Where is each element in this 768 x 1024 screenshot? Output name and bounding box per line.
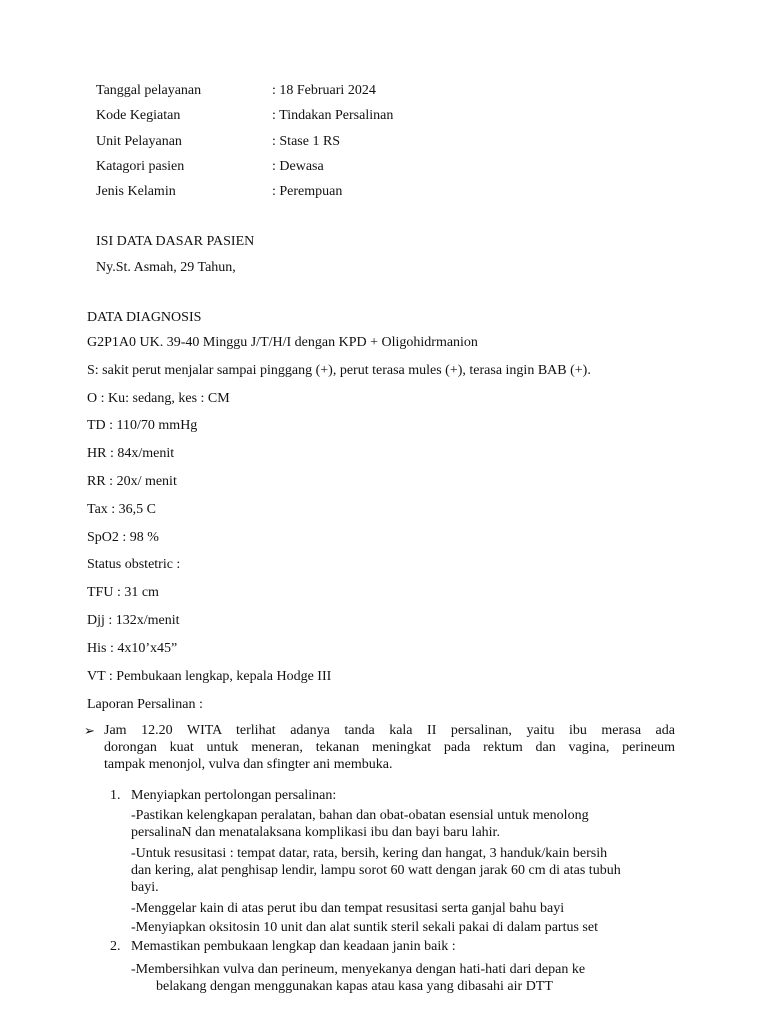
step-title: Menyiapkan pertolongan persalinan: — [131, 788, 337, 803]
meta-label: Tanggal pelayanan — [96, 83, 202, 98]
arrow-bullet-icon: ➢ — [84, 723, 95, 738]
diagnosis-line: TD : 110/70 mmHg — [87, 418, 198, 433]
step-item-line: -Menggelar kain di atas perut ibu dan tempat resusitasi serta ganjal bahu bayi — [131, 901, 565, 916]
meta-row-patient-category — [96, 159, 656, 177]
meta-value: : Perempuan — [272, 184, 343, 199]
diagnosis-line: Tax : 36,5 C — [87, 502, 157, 517]
step-item-line: -Membersihkan vulva dan perineum, menyekanya dengan hati-hati dari depan ke — [131, 962, 586, 977]
diagnosis-line: G2P1A0 UK. 39-40 Minggu J/T/H/I dengan KPD + Oligohidrmanion — [87, 335, 478, 350]
diagnosis-line: S: sakit perut menjalar sampai pinggang (+), perut terasa mules (+), terasa ingin BAB (+). — [87, 363, 591, 378]
diagnosis-line: O : Ku: sedang, kes : CM — [87, 391, 230, 406]
step-number: 2. — [110, 939, 121, 954]
diagnosis-line: VT : Pembukaan lengkap, kepala Hodge III — [87, 669, 332, 684]
step-item-line: belakang dengan menggunakan kapas atau kasa yang dibasahi air DTT — [156, 979, 553, 994]
meta-label: Katagori pasien — [96, 159, 185, 174]
report-intro-line: tampak menonjol, vulva dan sfingter ani membuka. — [104, 757, 393, 772]
step-item-line: -Untuk resusitasi : tempat datar, rata, bersih, kering dan hangat, 3 handuk/kain bersih — [131, 846, 608, 861]
diagnosis-line: RR : 20x/ menit — [87, 474, 177, 489]
diagnosis-line: SpO2 : 98 % — [87, 530, 159, 545]
diagnosis-line: Status obstetric : — [87, 557, 181, 572]
diagnosis-line: Djj : 132x/menit — [87, 613, 180, 628]
diagnosis-line: His : 4x10’x45” — [87, 641, 178, 656]
step-item-line: -Menyiapkan oksitosin 10 unit dan alat suntik steril sekali pakai di dalam partus set — [131, 920, 598, 935]
report-intro-line: dorongan kuat untuk meneran, tekanan meningkat pada rektum dan vagina, perineum — [104, 740, 675, 755]
step-number: 1. — [110, 788, 121, 803]
meta-row-activity-code — [96, 108, 656, 126]
patient-heading: ISI DATA DASAR PASIEN — [96, 234, 255, 249]
step-item-line: -Pastikan kelengkapan peralatan, bahan dan obat-obatan esensial untuk menolong — [131, 808, 589, 823]
meta-label: Jenis Kelamin — [96, 184, 176, 199]
diagnosis-line: HR : 84x/menit — [87, 446, 175, 461]
meta-value: : Stase 1 RS — [272, 134, 341, 149]
diagnosis-line: Laporan Persalinan : — [87, 697, 203, 712]
report-intro-line: Jam 12.20 WITA terlihat adanya tanda kala II persalinan, yaitu ibu merasa ada — [104, 723, 675, 738]
diagnosis-heading: DATA DIAGNOSIS — [87, 310, 202, 325]
meta-label: Kode Kegiatan — [96, 108, 181, 123]
report-intro — [104, 722, 675, 773]
meta-label: Unit Pelayanan — [96, 134, 182, 149]
meta-row-service-unit — [96, 134, 656, 152]
meta-row-date — [96, 83, 656, 101]
step-item-line: dan kering, alat penghisap lendir, lampu sorot 60 watt dengan jarak 60 cm di atas tubuh — [131, 863, 621, 878]
meta-value: : 18 Februari 2024 — [272, 83, 376, 98]
step-title: Memastikan pembukaan lengkap dan keadaan janin baik : — [131, 939, 456, 954]
diagnosis-line: TFU : 31 cm — [87, 585, 159, 600]
patient-name: Ny.St. Asmah, 29 Tahun, — [96, 260, 236, 275]
step-item-line: persalinaN dan menatalaksana komplikasi ibu dan bayi baru lahir. — [131, 825, 500, 840]
step-item-line: bayi. — [131, 880, 159, 895]
meta-row-gender — [96, 184, 656, 202]
meta-value: : Tindakan Persalinan — [272, 108, 394, 123]
meta-value: : Dewasa — [272, 159, 324, 174]
